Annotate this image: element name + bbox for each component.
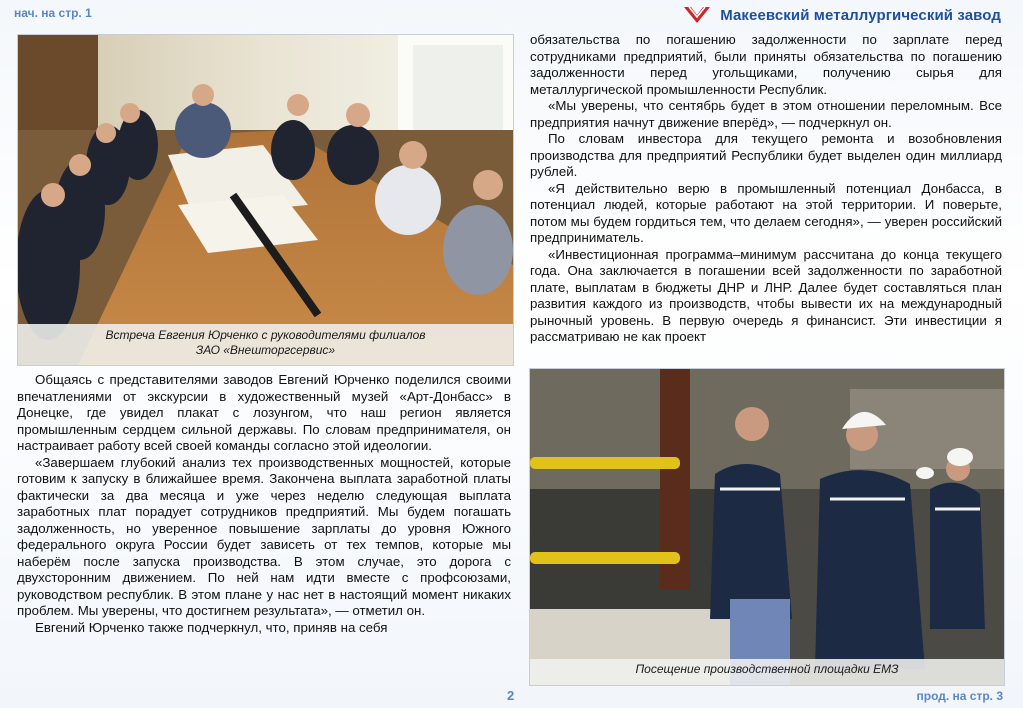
- company-name: Макеевский металлургический завод: [720, 6, 1001, 24]
- article-paragraph: Евгений Юрченко также подчеркнул, что, приняв на себя: [35, 619, 388, 635]
- article-left-column: [17, 372, 511, 636]
- article-paragraph: «Я действительно верю в промышленный потенциал Донбасса, в потенциал людей, которые работают на этой территории. И поверьте, потом мы будем гордиться тем, что делаем сегодня», — уверен российский предприниматель.: [530, 180, 1002, 245]
- article-paragraph: обязательства по погашению задолженности по зарплате перед сотрудниками предприятий, были приняты обязательства по погашению задолженности перед угольщиками, получению сырья для металлургической промышленности Республик.: [530, 32, 1002, 97]
- meeting-caption-line-1: Встреча Евгения Юрченко с руководителями филиалов: [105, 328, 426, 342]
- production-site-photo: [529, 368, 1005, 686]
- meeting-photo-image: [18, 35, 513, 365]
- article-paragraph: «Инвестиционная программа–минимум рассчитана до конца текущего года. Она заключается в погашении всей задолженности по заработной плате, выплатам в бюджеты ДНР и ЛНР. Далее будет составляться план развития каждого из производств, чтобы вывести их на международный рыночный уровень. В первую очередь я финансист. Эти инвестиции я рассматриваю не как проект: [530, 246, 1002, 344]
- masthead: [682, 4, 1001, 26]
- production-site-photo-caption: Посещение производственной площадки ЕМЗ: [530, 659, 1004, 685]
- article-right-column: [530, 32, 1002, 346]
- meeting-caption-line-2: ЗАО «Внешторгсервис»: [195, 343, 336, 357]
- meeting-photo: [17, 34, 514, 366]
- continued-from-label: нач. на стр. 1: [14, 6, 92, 20]
- page-number: 2: [507, 688, 515, 703]
- continued-on-label: прод. на стр. 3: [916, 689, 1003, 703]
- article-paragraph: По словам инвестора для текущего ремонта и возобновления производства для предприятий Республики будет выделен один миллиард рублей.: [530, 131, 1002, 179]
- article-paragraph: «Мы уверены, что сентябрь будет в этом отношении переломным. Все предприятия начнут движение вперёд», — подчеркнул он.: [530, 98, 1002, 130]
- meeting-photo-caption: [18, 324, 513, 365]
- emz-logo-icon: [682, 4, 712, 26]
- article-paragraph: Общаясь с представителями заводов Евгений Юрченко поделился своими впечатлениями от экскурсии в художественный музей «Арт-Донбасс» в Донецке, где увидел плакат с лозунгом, что наш регион является промышленным сердцем сильной державы. По словам предпринимателя, он настраивает работу всей своей команды согласно этой идеологии.: [17, 372, 511, 453]
- article-paragraph: «Завершаем глубокий анализ тех производственных мощностей, которые готовим к запуску в ближайшее время. Закончена выплата заработной платы фактически за два месяца и уже через неделю следующая выплата заработных плат порадует сотрудников предприятий. Мы будем погашать задолженность, но уверенное повышение зарплаты до уровня Южного федерального округа России будет зависеть от тех темпов, которые мы наберём после запуска производства. В этом случае, это дорога с двухсторонним движением. По ней нам идти вместе с профсоюзами, руководством республик. В этом плане у нас нет в настоящий момент никаких проблем. Мы уверены, что достигнем результата», — отметил он.: [17, 454, 511, 618]
- production-site-photo-image: [530, 369, 1004, 685]
